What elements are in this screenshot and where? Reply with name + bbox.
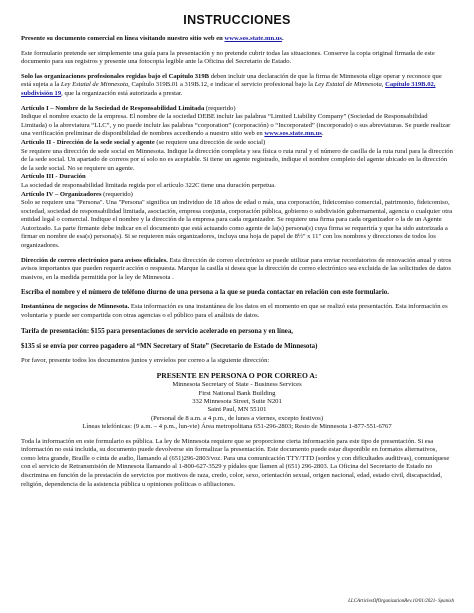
fee-line-2: $135 si se envía por correo pagadero al “MN Secretary of State” (Secretario de Estado de Minnesota) <box>21 342 318 350</box>
article-heading: Artículo IV – Organizadores <box>21 190 102 198</box>
intro-end: . <box>282 35 284 42</box>
snapshot-paragraph <box>21 303 453 320</box>
intro-paragraph <box>21 35 453 44</box>
address-line: 332 Minnesota Street, Suite N201 <box>192 398 282 406</box>
email-bold: Dirección de correo electrónico para avisos oficiales. <box>21 256 168 264</box>
article-1 <box>21 105 453 139</box>
law-reference-2: Ley Estatal de Minnesota <box>314 81 382 89</box>
article-2 <box>21 139 453 173</box>
office-hours: (Personal de 8 a.m. a 4 p.m., de lunes a viernes, excepto festivos) <box>150 414 324 422</box>
website-link[interactable]: www.sos.state.mn.us <box>224 35 283 42</box>
email-paragraph <box>21 257 453 283</box>
article-body: Indique el nombre exacto de la empresa. El nombre de la sociedad DEBE incluir las palabras “Limited Liability Company” (Sociedad de Responsabilidad Limitada) o la abreviatura “LLC”, y no puede incluir las palabras “corporation” (corporación) o “Incorporated” (incorporado) o sus abreviaturas. Se puede realizar una verificación preliminar de disponibilidad de nombres accediendo a nuestro sitio web en <box>21 113 451 138</box>
send-instruction: Por favor, presente todos los documentos juntos y envíelos por correo a la siguiente dirección: <box>21 356 270 364</box>
article-heading: Artículo III - Duración <box>21 173 86 181</box>
article-body: La sociedad de responsabilidad limitada regida por el artículo 322C tiene una duración perpetua. <box>21 181 276 189</box>
article-note: (requerido) <box>204 104 236 112</box>
address-line: Saint Paul, MN 55101 <box>207 406 267 414</box>
snapshot-bold: Instantánea de negocios de Minnesota. <box>21 303 130 311</box>
article-4 <box>21 191 453 251</box>
address-line: First National Bank Building <box>198 389 276 397</box>
article-note: (requerido) <box>101 190 133 198</box>
professional-text-3: , <box>381 81 386 89</box>
article-body: Solo se requiere una "Persona". Una "Persona" significa un individuo de 18 años de edad o más, una corporación, fideicomiso comercial, patrimonio, fideicomiso, sociedad, sociedad de responsabilidad limitada, asociación, empresa conjunta, corporación pública, gobierno o subdivisión gubernamental, agencia o cualquier otra entidad legal o comercial. Indique el nombre y la dirección de la empresa para cada organizador. Se requiere una firma para cada organizador o la de un Agente Autorizado. La parte firmante debe indicar en el documento que está actuando como agente de la(s) persona(s) cuya firma se requeriría y que ha sido autorizada a firmar en nombre de esa(s) persona(s). Si se requieren más organizadores, incluya una hoja de papel de 8½" x 11" con los nombres y direcciones de todos los organizadores. <box>21 199 453 250</box>
professional-bold: Solo las organizaciones profesionales regidas bajo el Capítulo 319B <box>21 72 210 80</box>
website-link-2[interactable]: www.sos.state.mn.us <box>264 130 322 138</box>
snapshot-text: Esta información es una instantánea de los datos en el momento en que se realizó esta presentación. Esta información es voluntaria y puede ser compartida con otras agencias o el público para el análisis de datos. <box>21 303 448 320</box>
instructions-page <box>21 9 453 495</box>
professional-text-2: , Capítulo 319B.01 a 319B.12, e indicar el servicio profesional bajo la <box>128 81 315 89</box>
public-notice: Toda la información en este formulario es pública. La ley de Minnesota requiere que se proporcione cierta información para este tipo de presentación. Si esa información no está incluida, su documento puede devolverse sin formalizar la presentación. Este documento puede estar disponible en formatos alternativos, como letra grande, Braille o cinta de audio, llamando al (651)296-2803/voz. Para una comunicación TTY/TTD (sordos y con dificultades auditivas), comuníquese con el servicio de Retransmisión de Minnesota llamando al 1-800-627-3529 y pídales que llamen al (651) 296-2803. La Oficina del Secretario de Estado no discrimina en función de la prestación de servicios por motivos de raza, credo, color, sexo, orientación sexual, origen nacional, edad, estado civil, discapacidad, religión, dependencia de la asistencia pública u opiniones políticas o afiliaciones. <box>21 437 450 488</box>
form-revision-footer: LLCArticlesOfOrganizationRev.10/01/2021- Spanish <box>348 599 454 604</box>
page-title: INSTRUCCIONES <box>183 13 291 27</box>
professional-text-1: deben incluir una declaración de que la firma de Minnesota elige operar y reconoce que está sujeta a la <box>21 72 442 89</box>
article-end: . <box>321 130 324 138</box>
article-heading: Artículo II - Dirección de la sede social y agente <box>21 138 155 146</box>
purpose-paragraph: Este formulario pretende ser simplemente una guía para la presentación y no pretende cubrir todas las situaciones. Conserve la copia original firmada de este documento para sus registros y presente una fotocopia legible ante la Oficina del Secretario de Estado. <box>21 49 435 66</box>
intro-text: Presente su documento comercial en línea visitando nuestro sitio web en <box>21 35 225 42</box>
email-text: Esta dirección de correo electrónico se puede utilizar para enviar recordatorios de renovación anual y otros avisos importantes que pueden requerir acción o respuesta. Marque la casilla si desea que la dirección de correo electrónico sea excluida de las solicitudes de datos masivos, en la medida permitida por la ley de Minnesota . <box>21 256 452 281</box>
chapter-link[interactable]: Capítulo 319B.02, subdivisión 19 <box>21 81 436 97</box>
address-line: Minnesota Secretary of State - Business Services <box>172 381 302 389</box>
phone-lines: Líneas telefónicas: (9 a.m. – 4 p.m., lun-vie) Área metropolitana 651-296-2803; Resto de Minnesota 1-877-551-6767 <box>82 423 392 431</box>
professional-text-4: , que la organización está autorizada a prestar. <box>61 89 183 97</box>
mailing-address <box>21 371 453 431</box>
professional-paragraph <box>21 73 453 99</box>
phone-paragraph: Escriba el nombre y el número de teléfono diurno de una persona a la que se pueda contactar en relación con este formulario. <box>21 289 389 297</box>
article-heading: Artículo I – Nombre de la Sociedad de Responsabilidad Limitada <box>21 104 205 112</box>
law-reference: Ley Estatal de Minnesota <box>60 81 129 89</box>
fee-line-1: Tarifa de presentación: $155 para presentaciones de servicio acelerado en persona y en línea, <box>21 327 294 335</box>
article-body: Se requiere una dirección de sede social en Minnesota. Indique la dirección completa y sea física o ruta rural y el número de casilla de la ruta rural para la dirección de la sede social. Un apartado de correos por sí solo no es aceptable. Si tiene un agente registrado, indique el nombre completo del agente ubicado en la dirección de la sede social. No se requiere un agente. <box>21 147 453 172</box>
address-heading: PRESENTE EN PERSONA O POR CORREO A: <box>156 371 318 381</box>
article-3 <box>21 173 453 190</box>
article-note: (se requiere una dirección de sede social) <box>154 138 266 146</box>
articles-section <box>21 105 453 251</box>
